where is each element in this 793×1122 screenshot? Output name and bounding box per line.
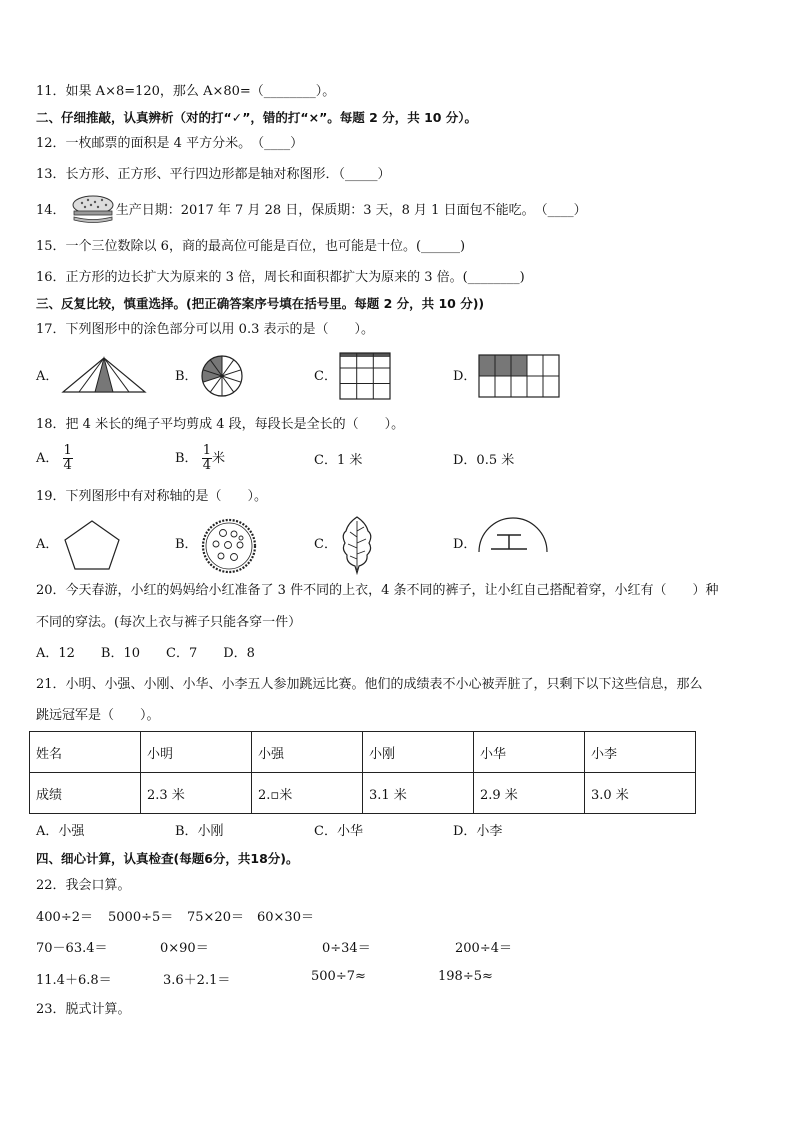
calc-item: 3.6＋2.1＝ [163,973,231,988]
calc-item: 0×90＝ [160,941,209,956]
table-cell: 3.0 米 [585,773,696,814]
pentagon-figure [62,519,122,571]
q17-option-d-label: D． [453,369,477,384]
question-14-text: 生产日期：2017 年 7 月 28 日，保质期：3 天，8 月 1 日面包不能吃。 （____） [115,203,587,218]
question-20-line1: 20．今天春游，小红的妈妈给小红准备了 3 件不同的上衣，4 条不同的裤子，让小红自己搭配着穿，小红有（ ）种 [36,583,719,598]
section-3-heading: 三、反复比较，慎重选择。(把正确答案序号填在括号里。每题 2 分，共 10 分)) [36,296,485,311]
table-cell: 2.▫米 [252,773,363,814]
calc-item: 70－63.4＝ [36,941,108,956]
q21-option-d: D．小李 [453,824,503,839]
question-21-line2: 跳远冠军是（ ）。 [36,708,160,723]
q18-option-b-unit: 米 [211,451,225,466]
question-13: 13．长方形、正方形、平行四边形都是轴对称图形．（_____） [36,167,391,182]
table-cell: 小李 [585,732,696,773]
score-table [29,731,696,814]
q17-option-c-label: C． [314,369,337,384]
question-18: 18．把 4 米长的绳子平均剪成 4 段，每段长是全长的（ ）。 [36,417,405,432]
question-11: 11．如果 A×8=120，那么 A×80=（________）。 [36,84,336,99]
q19-option-d-label: D． [453,537,477,552]
q18-option-a-label: A． [36,451,59,466]
q18-option-b-fraction: $\frac{1}{4}$ [202,443,211,473]
question-23: 23．脱式计算。 [36,1002,131,1017]
q19-option-b-label: B． [175,537,198,552]
q21-option-b: B．小刚 [175,824,224,839]
q17-option-a-label: A． [36,369,59,384]
question-17: 17．下列图形中的涂色部分可以用 0.3 表示的是（ ）。 [36,322,374,337]
q18-option-b-label: B． [175,451,198,466]
q19-option-a-label: A． [36,537,59,552]
q18-option-a-fraction: $\frac{1}{4}$ [63,443,72,473]
table-cell: 2.9 米 [474,773,585,814]
q17-option-b-label: B． [175,369,198,384]
section-2-heading: 二、仔细推敲，认真辨析（对的打“✓”，错的打“×”。每题 2 分，共 10 分）。 [36,110,478,125]
table-row [30,773,696,814]
q18-option-c: C．1 米 [314,453,363,468]
q17-circle-figure [200,354,244,398]
calc-item: 200÷4＝ [455,941,512,956]
calc-item: 11.4＋6.8＝ [36,973,112,988]
table-cell: 小明 [141,732,252,773]
calc-item: 60×30＝ [257,910,314,925]
question-12: 12．一枚邮票的面积是 4 平方分米。 （____） [36,136,304,151]
table-cell: 2.3 米 [141,773,252,814]
question-20-line2: 不同的穿法。(每次上衣与裤子只能各穿一件） [36,615,302,630]
calc-item: 400÷2＝ [36,910,93,925]
q17-triangle-figure [61,356,147,394]
question-20-options: A．12 B．10 C．7 D．8 [36,646,255,661]
leaf-figure [340,515,374,575]
q21-option-c: C．小华 [314,824,363,839]
cookie-figure [201,518,257,574]
q18-option-d: D．0.5 米 [453,453,515,468]
arch-figure [477,516,549,554]
calc-item: 500÷7≈ [311,969,366,984]
calc-item: 0÷34＝ [322,941,371,956]
bread-icon [70,195,116,225]
question-14-number: 14． [36,203,66,218]
calc-item: 5000÷5＝ [108,910,174,925]
table-cell: 小华 [474,732,585,773]
calc-item: 75×20＝ [187,910,244,925]
q18-option-a [36,444,73,473]
q17-grid-c-figure [339,352,391,400]
table-cell: 成绩 [30,773,141,814]
section-4-heading: 四、细心计算，认真检查(每题6分，共18分)。 [36,851,299,866]
question-21-line1: 21．小明、小强、小刚、小华、小李五人参加跳远比赛。他们的成绩表不小心被弄脏了，只剩下以下这些信息，那么 [36,677,703,692]
question-16: 16．正方形的边长扩大为原来的 3 倍，周长和面积都扩大为原来的 3 倍。(________) [36,270,525,285]
q18-option-b [175,444,225,473]
table-cell: 3.1 米 [363,773,474,814]
question-14 [36,202,587,220]
question-19: 19．下列图形中有对称轴的是（ ）。 [36,489,268,504]
table-cell: 小强 [252,732,363,773]
table-cell: 姓名 [30,732,141,773]
calc-item: 198÷5≈ [438,969,493,984]
q19-option-c-label: C． [314,537,337,552]
q21-option-a: A．小强 [36,824,85,839]
question-15: 15．一个三位数除以 6，商的最高位可能是百位，也可能是十位。(______) [36,239,466,254]
table-row [30,732,696,773]
table-cell: 小刚 [363,732,474,773]
q17-grid-d-figure [478,354,561,398]
question-22: 22．我会口算。 [36,878,131,893]
